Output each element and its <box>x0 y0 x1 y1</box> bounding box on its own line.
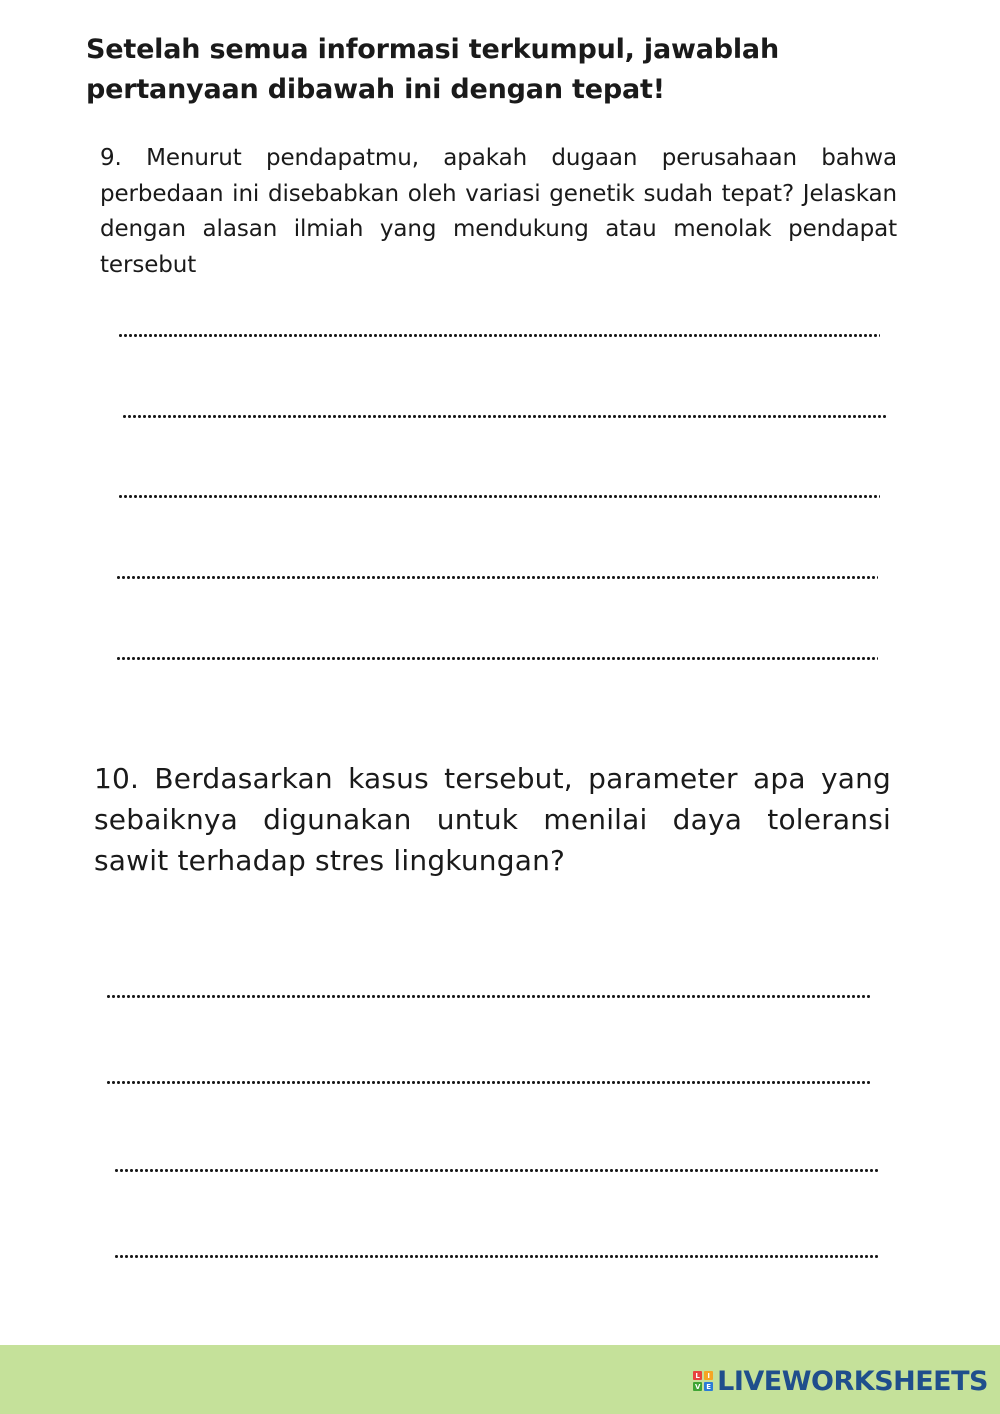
answer-line-q10-4[interactable] <box>114 1250 878 1262</box>
answer-line-q9-1[interactable] <box>118 329 880 341</box>
answer-line-q9-2[interactable] <box>122 410 886 422</box>
answer-line-q10-3[interactable] <box>114 1164 878 1176</box>
answer-line-q10-2[interactable] <box>106 1076 870 1088</box>
answer-line-q10-1[interactable] <box>106 990 870 1002</box>
answer-line-q9-3[interactable] <box>118 490 880 502</box>
logo-mark-letter: L <box>693 1371 702 1380</box>
logo-mark-letter: V <box>694 1382 701 1391</box>
footer-bar <box>0 1345 1000 1414</box>
logo-mark-letter: I <box>704 1371 713 1380</box>
question-10: 10. Berdasarkan kasus tersebut, parameter apa yang sebaiknya digunakan untuk menilai daya toleransi sawit terhadap stres lingkungan? <box>94 762 891 877</box>
answer-line-q9-5[interactable] <box>116 652 878 664</box>
brand-name: LIVEWORKSHEETS <box>717 1365 988 1397</box>
instructions-heading: Setelah semua informasi terkumpul, jawablah pertanyaan dibawah ini dengan tepat! <box>86 34 779 105</box>
liveworksheets-logo[interactable] <box>693 1361 988 1401</box>
logo-mark-icon <box>693 1371 713 1391</box>
question-9: 9. Menurut pendapatmu, apakah dugaan perusahaan bahwa perbedaan ini disebabkan oleh variasi genetik sudah tepat? Jelaskan dengan alasan ilmiah yang mendukung atau menolak pendapat tersebut <box>100 145 897 278</box>
logo-mark-letter: E <box>704 1382 713 1391</box>
answer-line-q9-4[interactable] <box>116 571 878 583</box>
